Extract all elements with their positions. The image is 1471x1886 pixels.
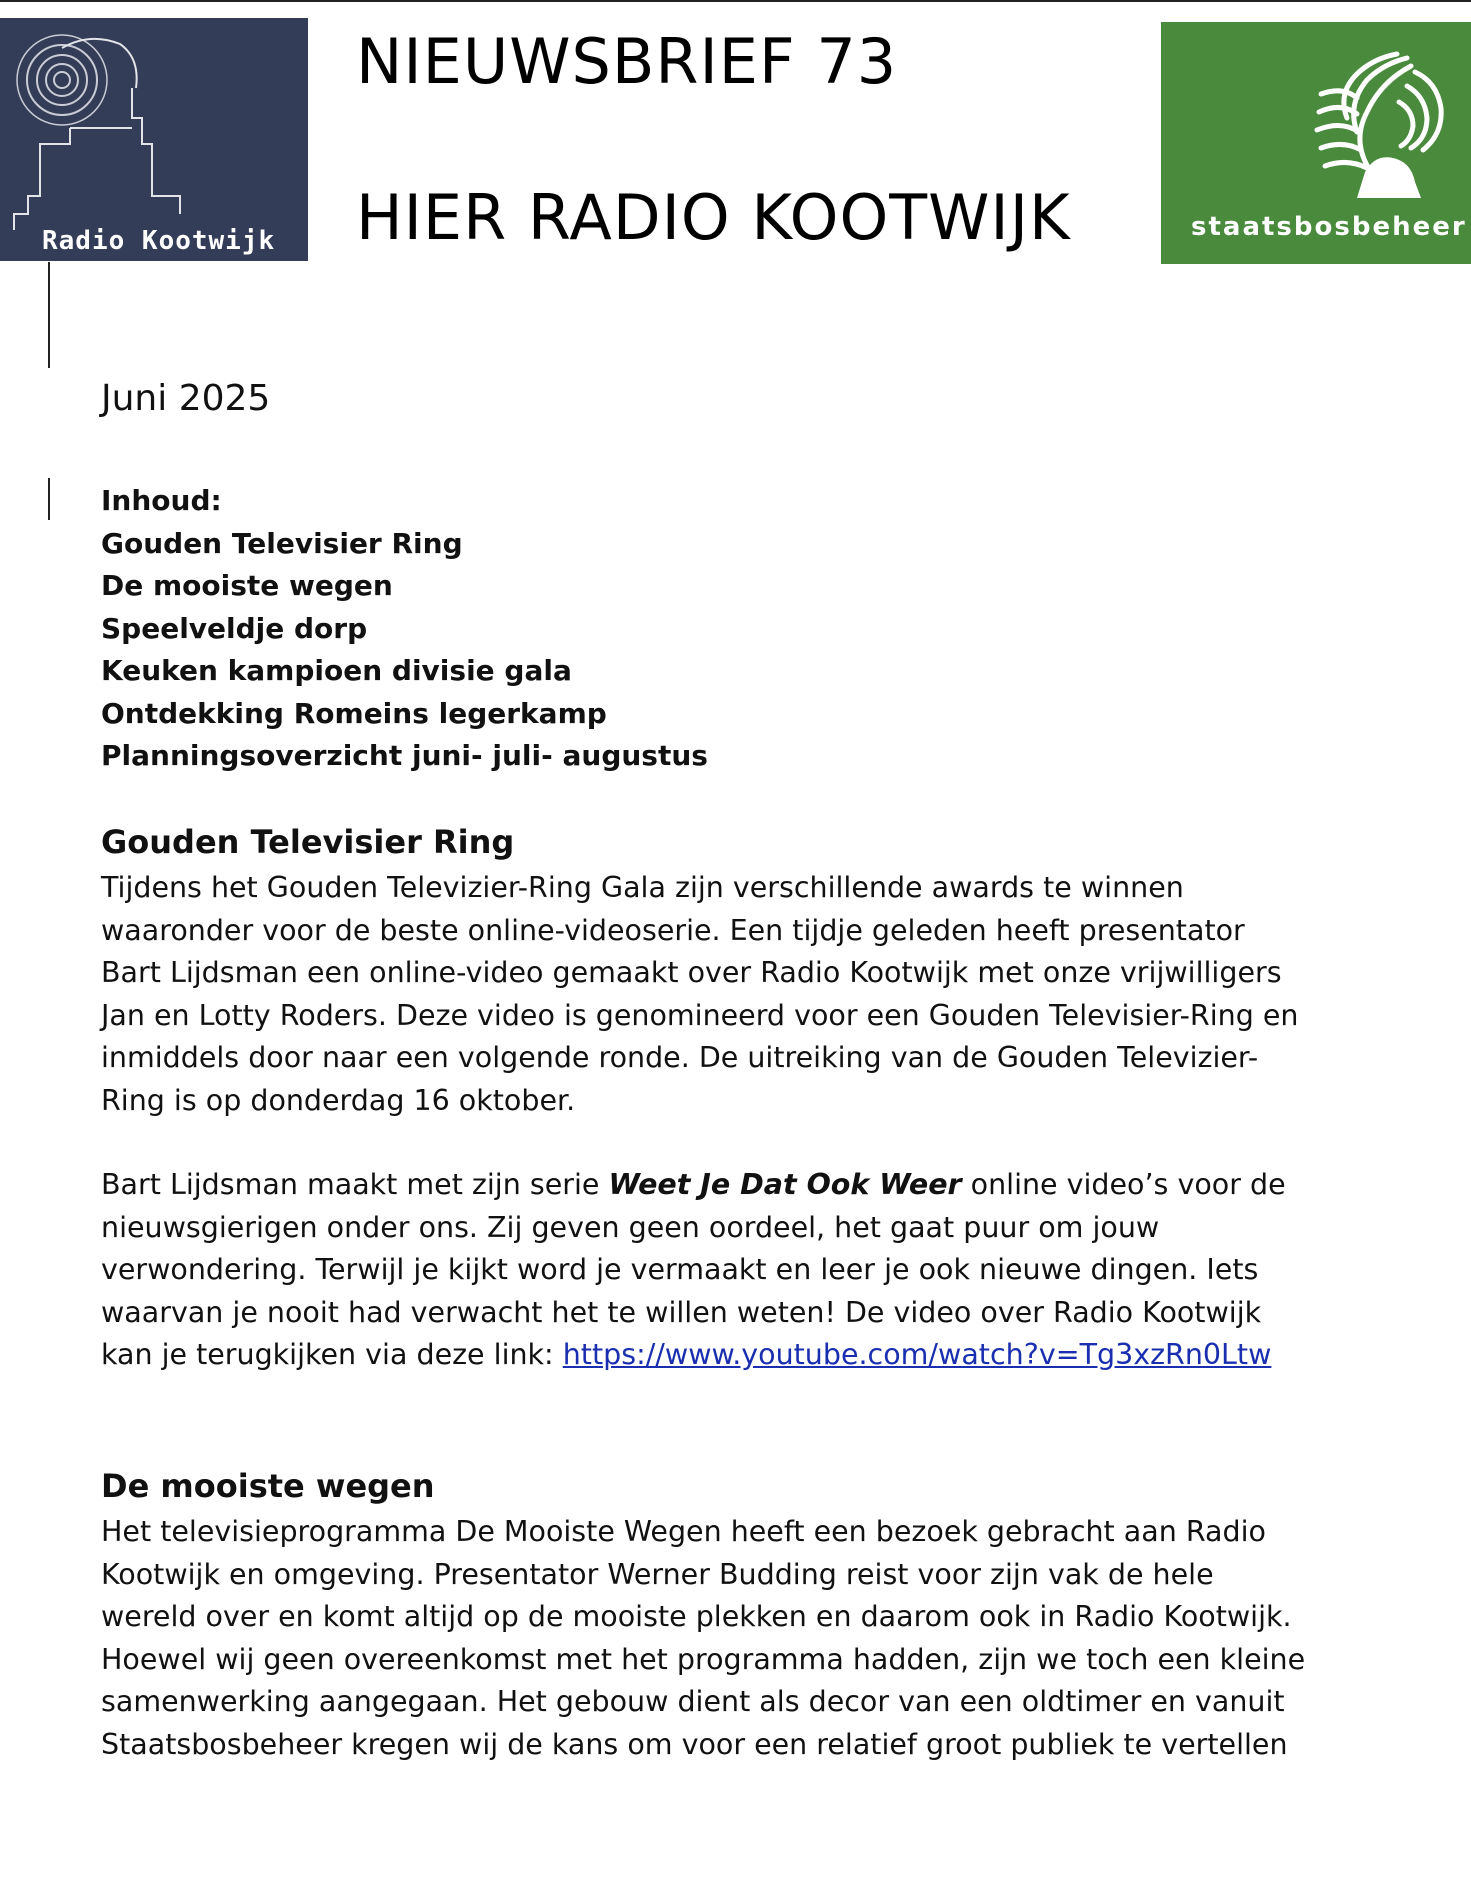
paragraph-line: Het televisieprogramma De Mooiste Wegen heeft een bezoek gebracht aan Radio xyxy=(101,1515,1266,1548)
staatsbosbeheer-logo-text: staatsbosbeheer xyxy=(1191,212,1467,242)
section1-paragraph1 xyxy=(101,867,1401,1122)
paragraph-line: Staatsbosbeheer kregen wij de kans om voor een relatief groot publiek te vertellen xyxy=(101,1727,1288,1761)
toc-item: Planningsoverzicht juni- juli- augustus xyxy=(101,739,708,772)
paragraph-line: Ring is op donderdag 16 oktober. xyxy=(101,1083,576,1117)
paragraph-line: samenwerking aangegaan. Het gebouw dient als decor van een oldtimer en vanuit xyxy=(101,1685,1285,1718)
paragraph-line: verwondering. Terwijl je kijkt word je vermaakt en leer je ook nieuwe dingen. Iets xyxy=(101,1253,1259,1286)
toc-heading: Inhoud: xyxy=(101,484,222,517)
section-title-de-mooiste-wegen: De mooiste wegen xyxy=(101,1467,435,1505)
section-title-gouden-televisier-ring: Gouden Televisier Ring xyxy=(101,823,515,861)
radio-kootwijk-logo-text: Radio Kootwijk xyxy=(42,226,276,256)
paragraph-line xyxy=(101,1164,1401,1207)
paragraph-line: inmiddels door naar een volgende ronde. De uitreiking van de Gouden Televizier- xyxy=(101,1041,1259,1074)
section2-paragraph xyxy=(101,1511,1401,1766)
toc-item: Speelveldje dorp xyxy=(101,611,368,645)
toc-item: De mooiste wegen xyxy=(101,569,393,602)
youtube-link[interactable]: https://www.youtube.com/watch?v=Tg3xzRn0Ltw xyxy=(562,1338,1272,1371)
paragraph-line: Jan en Lotty Roders. Deze video is genomineerd voor een Gouden Televisier-Ring en xyxy=(101,998,1299,1032)
radio-tower-icon xyxy=(0,18,308,261)
staatsbosbeheer-logo xyxy=(1161,22,1471,264)
paragraph-line: wereld over en komt altijd op de mooiste plekken en daarom ook in Radio Kootwijk. xyxy=(101,1600,1292,1633)
paragraph-line: nieuwsgierigen onder ons. Zij geven geen oordeel, het gaat puur om jouw xyxy=(101,1210,1160,1244)
paragraph-line: waaronder voor de beste online-videoserie. Een tijdje geleden heeft presentator xyxy=(101,913,1245,947)
table-of-contents xyxy=(101,523,708,778)
newsletter-number: NIEUWSBRIEF 73 xyxy=(356,25,898,98)
text-run: online video’s voor de xyxy=(961,1168,1286,1201)
paragraph-line xyxy=(101,1334,1401,1377)
top-rule xyxy=(0,0,1471,2)
toc-item: Keuken kampioen divisie gala xyxy=(101,654,572,687)
radio-kootwijk-logo xyxy=(0,18,308,261)
paragraph-line: Hoewel wij geen overeenkomst met het programma hadden, zijn we toch een kleine xyxy=(101,1642,1306,1676)
paragraph-line: Bart Lijdsman een online-video gemaakt over Radio Kootwijk met onze vrijwilligers xyxy=(101,956,1282,989)
margin-line xyxy=(48,262,50,368)
paragraph-line: Tijdens het Gouden Televizier-Ring Gala zijn verschillende awards te winnen xyxy=(101,871,1184,904)
toc-item: Ontdekking Romeins legerkamp xyxy=(101,696,607,730)
section1-paragraph2 xyxy=(101,1164,1401,1377)
toc-item: Gouden Televisier Ring xyxy=(101,526,463,560)
text-run: kan je terugkijken via deze link: xyxy=(101,1338,563,1371)
newsletter-title: HIER RADIO KOOTWIJK xyxy=(356,181,1071,254)
text-run: Bart Lijdsman maakt met zijn serie xyxy=(101,1168,609,1201)
paragraph-line: waarvan je nooit had verwacht het te willen weten! De video over Radio Kootwijk xyxy=(101,1295,1262,1329)
margin-line xyxy=(48,478,50,520)
paragraph-line: Kootwijk en omgeving. Presentator Werner Budding reist voor zijn vak de hele xyxy=(101,1557,1214,1591)
series-name: Weet Je Dat Ook Weer xyxy=(608,1168,962,1201)
issue-date: Juni 2025 xyxy=(101,378,271,419)
